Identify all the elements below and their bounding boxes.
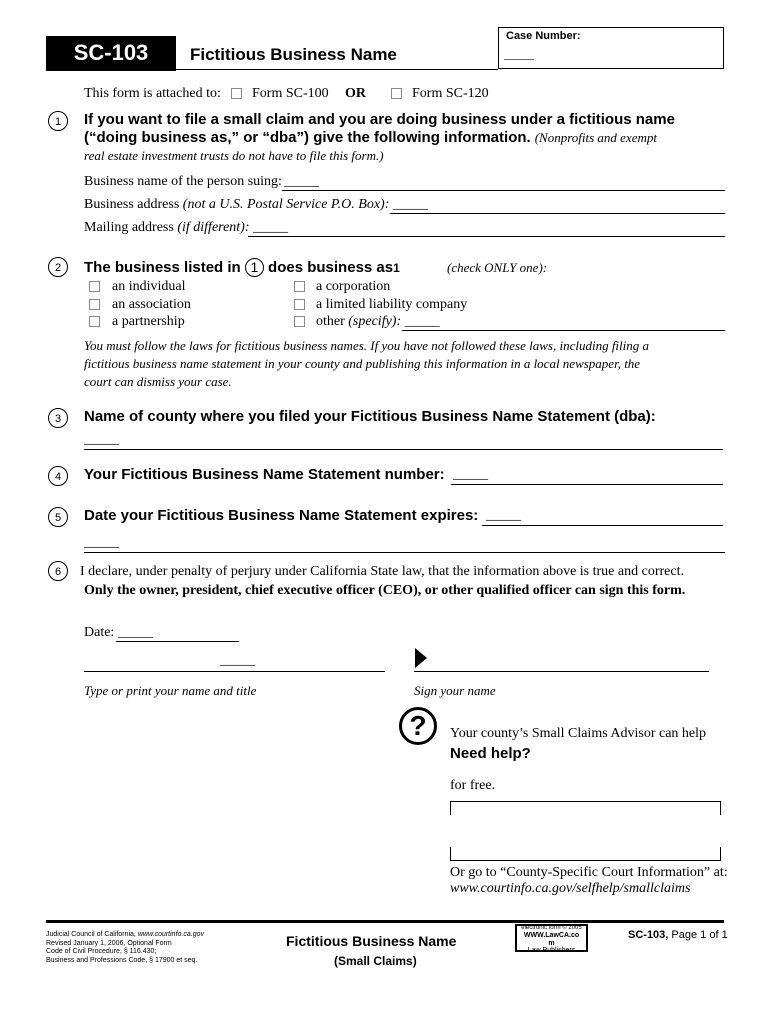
help-question-icon: ? bbox=[399, 707, 437, 745]
individual-label: an individual bbox=[112, 279, 186, 294]
association-checkbox[interactable] bbox=[89, 299, 100, 310]
expires-value-2[interactable]: _____ bbox=[84, 535, 119, 550]
other-note: (specify): bbox=[348, 314, 402, 329]
form-sc120-checkbox[interactable] bbox=[391, 88, 402, 99]
section-1-heading-line2 bbox=[84, 129, 657, 147]
business-address-row bbox=[84, 197, 428, 213]
signature-caption: Sign your name bbox=[414, 683, 496, 698]
section-2-hint: (check ONLY one): bbox=[447, 260, 548, 275]
section-5-number: 5 bbox=[48, 507, 68, 527]
business-name-value[interactable]: _____ bbox=[284, 174, 319, 189]
printed-name-line bbox=[84, 671, 385, 672]
business-name-label: Business name of the person suing: bbox=[84, 174, 282, 189]
need-help-heading: Need help? bbox=[450, 745, 531, 762]
partnership-label: a partnership bbox=[112, 314, 185, 329]
box-left-tick-bottom bbox=[450, 847, 451, 861]
case-number-value[interactable]: _____ bbox=[504, 47, 534, 61]
section-2-warning-1: You must follow the laws for fictitious business names. If you have not followed these laws, including filing a bbox=[84, 338, 650, 353]
case-number-label: Case Number: bbox=[506, 30, 581, 42]
section-3-heading: Name of county where you filed your Fictitious Business Name Statement (dba): bbox=[84, 408, 656, 425]
statement-number-line bbox=[451, 484, 723, 485]
footer-left bbox=[46, 931, 204, 965]
section-6-number: 6 bbox=[48, 561, 68, 581]
llc-label: a limited liability company bbox=[316, 297, 468, 312]
expires-line-2 bbox=[84, 552, 725, 553]
for-free-text: for free. bbox=[450, 778, 496, 793]
signature-arrow-icon bbox=[415, 648, 427, 668]
section-2-number: 2 bbox=[48, 257, 68, 277]
section-2-ref-circle: 1 bbox=[245, 258, 264, 277]
other-label: other bbox=[316, 314, 345, 329]
business-address-note: (not a U.S. Postal Service P.O. Box): bbox=[182, 197, 390, 212]
mailing-address-line bbox=[248, 236, 725, 237]
footer-form-id: SC-103, bbox=[628, 929, 669, 941]
date-value[interactable]: _____ bbox=[118, 625, 153, 640]
date-label: Date: bbox=[84, 625, 115, 640]
business-address-label: Business address bbox=[84, 197, 180, 212]
other-row bbox=[316, 314, 440, 330]
footer-org-url: www.courtinfo.ca.gov bbox=[137, 931, 204, 938]
or-go-text: Or go to “County-Specific Court Information” at: bbox=[450, 865, 728, 880]
section-2-heading bbox=[84, 258, 400, 277]
section-1-heading-note: (Nonprofits and exempt bbox=[534, 130, 657, 145]
other-checkbox[interactable] bbox=[294, 316, 305, 327]
header-rule bbox=[176, 69, 498, 70]
footer-page-info bbox=[628, 929, 728, 941]
corporation-label: a corporation bbox=[316, 279, 391, 294]
expires-line bbox=[482, 525, 723, 526]
footer-rule bbox=[46, 920, 724, 923]
county-line bbox=[84, 449, 723, 450]
form-sc100-checkbox[interactable] bbox=[231, 88, 242, 99]
individual-checkbox[interactable] bbox=[89, 281, 100, 292]
stamp-line-4: Law Publishers bbox=[527, 947, 576, 954]
section-2-warning-2: fictitious business name statement in your county and publishing this information in a local newspaper, the bbox=[84, 356, 641, 371]
county-value[interactable]: _____ bbox=[84, 432, 119, 447]
mailing-address-label: Mailing address bbox=[84, 220, 174, 235]
printed-name-caption: Type or print your name and title bbox=[84, 683, 257, 698]
form-id: SC-103 bbox=[73, 40, 149, 65]
other-line bbox=[402, 330, 725, 331]
business-address-line bbox=[390, 213, 725, 214]
or-label: OR bbox=[345, 86, 366, 101]
form-sc120-label: Form SC-120 bbox=[412, 86, 489, 101]
advisor-info-box bbox=[450, 801, 721, 861]
box-left-tick-top bbox=[450, 801, 451, 815]
section-2-warning-3: court can dismiss your case. bbox=[84, 374, 232, 389]
section-2-heading-a: The business listed in bbox=[84, 259, 241, 276]
expires-value[interactable]: _____ bbox=[486, 508, 521, 523]
section-1-heading-line3: real estate investment trusts do not have to file this form.) bbox=[84, 148, 384, 163]
section-1-heading-line1: If you want to file a small claim and you are doing business under a fictitious name bbox=[84, 111, 675, 128]
attached-label: This form is attached to: bbox=[84, 86, 221, 101]
partnership-checkbox[interactable] bbox=[89, 316, 100, 327]
business-address-value[interactable]: _____ bbox=[392, 197, 428, 212]
section-5-heading: Date your Fictitious Business Name Statement expires: bbox=[84, 507, 479, 524]
association-label: an association bbox=[112, 297, 191, 312]
mailing-address-value[interactable]: _____ bbox=[253, 220, 289, 235]
declaration-text: I declare, under penalty of perjury under California State law, that the information above is true and correct. bbox=[80, 564, 684, 579]
form-sc100-label: Form SC-100 bbox=[252, 86, 329, 101]
advisor-text: Your county’s Small Claims Advisor can help bbox=[450, 726, 707, 741]
footer-line-1 bbox=[46, 931, 204, 940]
section-1-heading-bold: (“doing business as,” or “dba”) give the following information. bbox=[84, 129, 531, 146]
section-2-heading-b: does business as bbox=[268, 259, 394, 276]
mailing-address-row bbox=[84, 220, 288, 236]
box-top-border bbox=[450, 801, 721, 802]
date-line bbox=[116, 641, 239, 642]
stamp-line-2: WWW.LawCA.co bbox=[523, 932, 580, 939]
box-right-tick-bottom bbox=[720, 847, 721, 861]
section-4-number: 4 bbox=[48, 466, 68, 486]
help-url[interactable]: www.courtinfo.ca.gov/selfhelp/smallclaims bbox=[450, 881, 691, 896]
footer-code-business: Business and Professions Code, § 17900 et seq. bbox=[46, 956, 198, 964]
section-2-superscript: 1 bbox=[393, 261, 400, 275]
footer-revised: Revised January 1, 2006, Optional Form bbox=[46, 939, 172, 947]
stamp-line-3: m bbox=[548, 940, 555, 947]
mailing-address-note: (if different): bbox=[177, 220, 250, 235]
footer-code-civil: Code of Civil Procedure, § 116.430; bbox=[46, 948, 157, 955]
printed-name-value[interactable]: _____ bbox=[220, 653, 255, 668]
footer-title: Fictitious Business Name bbox=[286, 933, 457, 949]
statement-number-value[interactable]: _____ bbox=[453, 467, 488, 482]
llc-checkbox[interactable] bbox=[294, 299, 305, 310]
business-name-line bbox=[282, 190, 725, 191]
footer-page-number: Page 1 of 1 bbox=[671, 929, 728, 941]
box-bottom-border bbox=[450, 860, 721, 861]
box-right-tick-top bbox=[720, 801, 721, 815]
corporation-checkbox[interactable] bbox=[294, 281, 305, 292]
signature-line[interactable] bbox=[414, 671, 709, 672]
section-3-number: 3 bbox=[48, 408, 68, 428]
section-4-heading: Your Fictitious Business Name Statement number: bbox=[84, 466, 445, 483]
section-1-number: 1 bbox=[48, 111, 68, 131]
officer-note: Only the owner, president, chief executive officer (CEO), or other qualified officer can sign this form. bbox=[84, 583, 686, 598]
stamp-line-1: electronic form © 2005 bbox=[521, 925, 582, 931]
footer-org: Judicial Council of California, bbox=[46, 931, 136, 938]
other-value[interactable]: _____ bbox=[404, 314, 440, 329]
page-title: Fictitious Business Name bbox=[190, 45, 397, 64]
footer-subtitle: (Small Claims) bbox=[334, 954, 417, 968]
